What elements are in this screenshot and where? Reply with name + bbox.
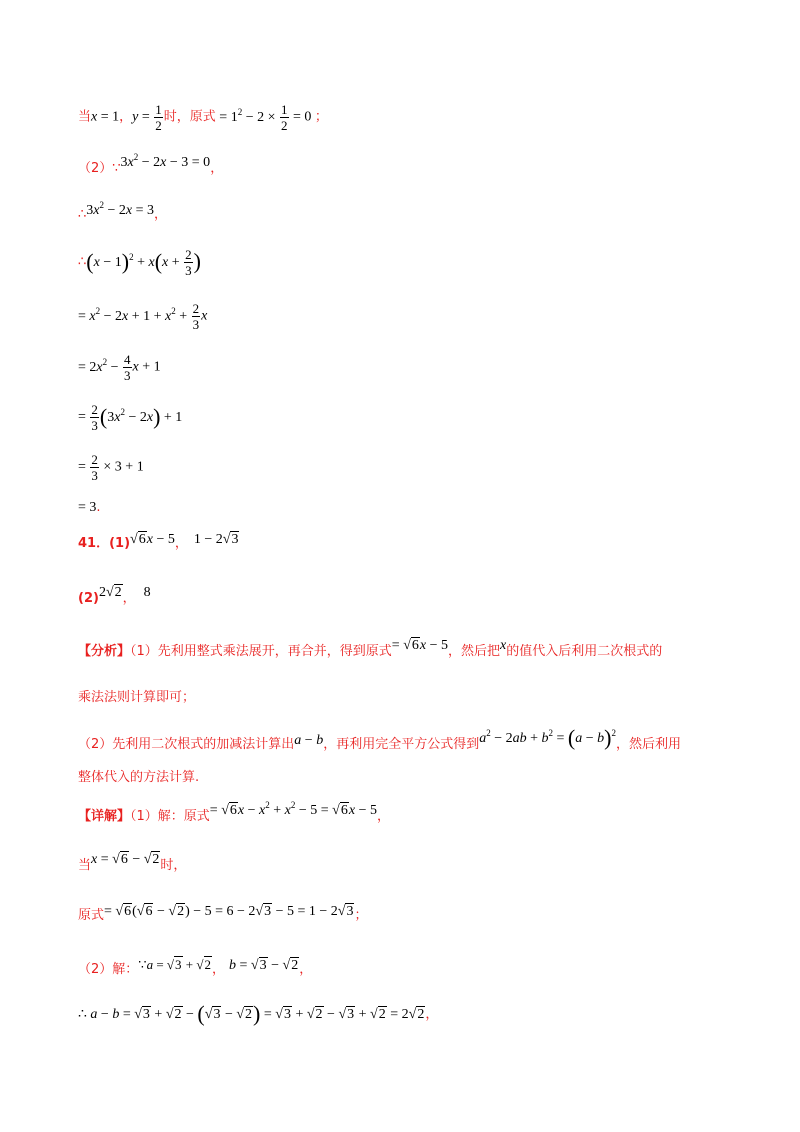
- line-4: [78, 248, 800, 277]
- math: × 3 + 1: [99, 459, 144, 475]
- text: ，: [376, 809, 390, 824]
- text: 的值代入后利用二次根式的: [506, 644, 663, 659]
- math: 1 − 2√3: [193, 532, 239, 547]
- math: $a^2 - 2ab + b^2 = (a - b)^2$: [479, 725, 616, 750]
- math: b = √3 − √2: [229, 958, 299, 973]
- text: （2）先利用二次根式的加减法计算出: [78, 737, 295, 752]
- math: = $x^2 - 2x + 1 + x^2$ +: [78, 305, 191, 324]
- text: 乘法法则计算即可；: [78, 690, 196, 705]
- math: =: [78, 459, 90, 475]
- text: 时，: [160, 858, 187, 873]
- line-9: [78, 500, 800, 516]
- analysis-line-4: [78, 766, 800, 786]
- fraction: $\frac{1}{2}$: [155, 102, 162, 133]
- math: = 0: [289, 109, 315, 125]
- answer-label: 41．(1): [78, 536, 131, 551]
- math: x = √6 − √2: [91, 852, 160, 867]
- math: ): [193, 248, 201, 274]
- math: =: [78, 409, 90, 425]
- answer-41-1: [78, 532, 800, 552]
- text: ，: [210, 161, 224, 176]
- math: 2√2: [98, 585, 122, 600]
- math: = √6(√6 − √2) − 5 = 6 − 2√3 − 5 = 1 − 2√3: [104, 904, 354, 919]
- detail-line-1: [78, 800, 800, 825]
- detail-tag: 【详解】: [78, 809, 131, 824]
- math: x: [201, 308, 208, 324]
- line-5: [78, 302, 800, 331]
- text: ，: [425, 1007, 439, 1022]
- line-3: [78, 200, 800, 223]
- text: 原式: [78, 908, 105, 923]
- fraction: $\frac{2}{3}$: [91, 452, 98, 483]
- line-1: [78, 103, 800, 132]
- text: （2）解：: [78, 962, 139, 977]
- text: ，: [154, 207, 168, 222]
- math: = $2x^2$ −: [78, 356, 123, 375]
- math: ∴ a − b = √3 + √2 − (√3 − √2) = √3 + √2 − √3 + √2 = 2√2: [78, 1001, 425, 1026]
- math: x + 1: [132, 359, 161, 375]
- analysis-tag: 【分析】: [78, 644, 131, 659]
- analysis-line-1: [78, 638, 800, 660]
- math: = 1: [97, 109, 120, 125]
- line-7: [78, 403, 800, 432]
- detail-line-2: [78, 852, 800, 874]
- text: 当: [78, 858, 92, 873]
- text: ，然后利用: [615, 737, 681, 752]
- text: （2）∵: [78, 161, 121, 176]
- math: ∵a = √3 + √2: [138, 957, 211, 972]
- fraction: $\frac{2}{3}$: [91, 402, 98, 433]
- fraction: $\frac{1}{2}$: [281, 102, 288, 133]
- fraction: $\frac{4}{3}$: [124, 352, 131, 383]
- text: ∴: [78, 254, 87, 270]
- math: =: [138, 109, 154, 125]
- math: √6x − 5: [130, 532, 175, 547]
- text: ，: [119, 109, 133, 125]
- math: $3x^2 - 2x - 3 = 0$: [120, 152, 211, 170]
- math: = $1^2 - 2$ ×: [215, 106, 279, 125]
- text: （1）解：原式: [130, 809, 210, 824]
- text: ，: [212, 962, 226, 977]
- detail-line-5: [78, 1001, 800, 1027]
- text: ，: [174, 536, 188, 551]
- math: $(3x^2 - 2x) + 1$: [99, 403, 183, 429]
- fraction: $\frac{2}{3}$: [192, 301, 200, 332]
- line-2: [78, 152, 800, 177]
- math: x: [500, 638, 507, 653]
- text: 整体代入的方法计算.: [78, 770, 200, 785]
- fraction: $\frac{2}{3}$: [185, 247, 192, 278]
- math: $(x - 1)^2 + x(x$ +: [86, 248, 184, 274]
- math: y: [132, 109, 139, 125]
- line-6: [78, 353, 800, 382]
- math: = $√6x - x^2 + x^2 - 5 = √6x - 5$: [209, 800, 377, 818]
- math: $3x^2 - 2x = 3$: [86, 200, 155, 218]
- answer-label: (2): [78, 591, 99, 606]
- detail-line-3: [78, 904, 800, 924]
- analysis-line-3: [78, 725, 800, 753]
- text: .: [96, 500, 101, 515]
- text: ∴: [78, 207, 87, 222]
- math: a − b: [294, 733, 324, 748]
- text: （1）先利用整式乘法展开，再合并，得到原式: [130, 644, 392, 659]
- detail-line-4: [78, 957, 800, 978]
- text: ，然后把: [448, 644, 501, 659]
- text: ，: [299, 962, 313, 977]
- text: ；: [314, 109, 328, 125]
- text: 时，原式: [163, 109, 216, 125]
- math: x: [91, 109, 98, 125]
- text: ；: [354, 908, 368, 923]
- line-8: [78, 453, 800, 482]
- math: = √6x − 5: [391, 638, 449, 653]
- math: 8: [143, 585, 151, 600]
- text: ，再利用完全平方公式得到: [323, 737, 480, 752]
- math: = 3: [78, 500, 97, 515]
- analysis-line-2: [78, 686, 800, 706]
- text: ，: [122, 591, 136, 606]
- text: 当: [78, 109, 92, 125]
- answer-41-2: [78, 585, 800, 607]
